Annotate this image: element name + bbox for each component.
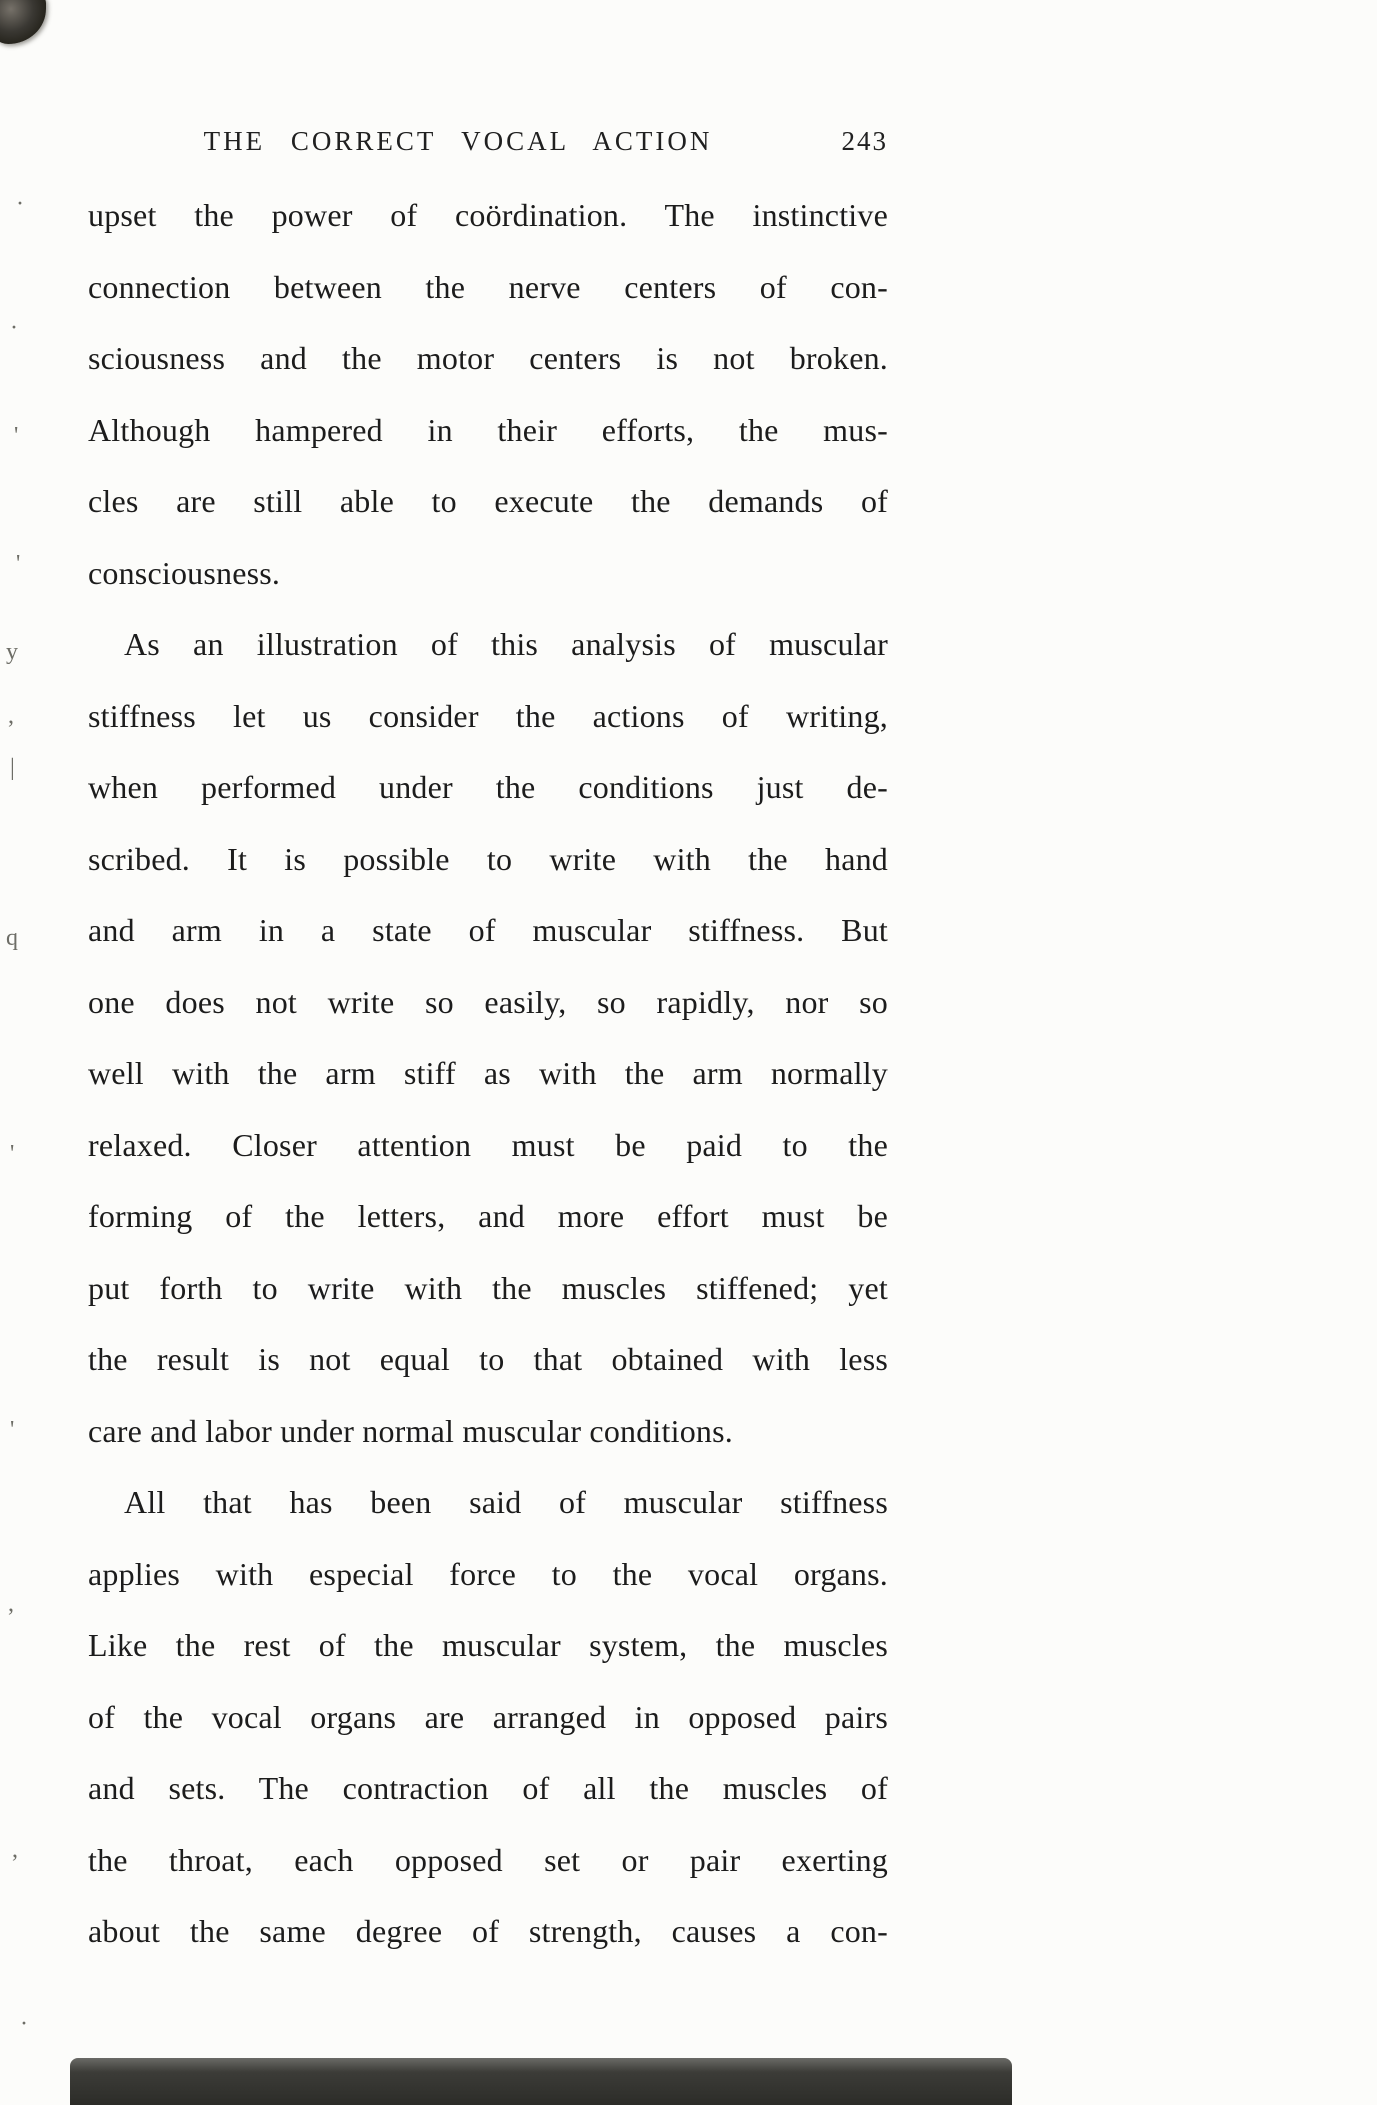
margin-mark-artifact: · (16, 191, 24, 217)
text-line: and sets. The contraction of all the muscles of (88, 1770, 888, 1806)
margin-mark-artifact: ' (10, 1417, 15, 1443)
margin-mark-artifact: , (12, 1837, 18, 1863)
margin-mark-artifact: · (10, 315, 18, 341)
text-line: put forth to write with the muscles stiffened; yet (88, 1269, 888, 1306)
text-line: As an illustration of this analysis of muscular (124, 626, 888, 662)
bottom-scan-bar-artifact (70, 2058, 1012, 2105)
corner-smudge-artifact (0, 0, 46, 44)
margin-mark-artifact: ' (10, 1141, 15, 1167)
text-line: and arm in a state of muscular stiffness. But (88, 912, 888, 948)
margin-mark-artifact: | (10, 755, 15, 781)
text-line: Like the rest of the muscular system, the muscles (88, 1627, 888, 1663)
running-head-title: THE CORRECT VOCAL ACTION (203, 126, 713, 156)
text-line: the throat, each opposed set or pair exerting (88, 1841, 888, 1878)
text-line: well with the arm stiff as with the arm normally (88, 1055, 888, 1091)
text-line: relaxed. Closer attention must be paid to the (88, 1126, 888, 1163)
text-line: stiffness let us consider the actions of writing, (88, 697, 888, 734)
text-line: the result is not equal to that obtained with less (88, 1341, 888, 1377)
margin-mark-artifact: q (6, 925, 18, 951)
margin-mark-artifact: y (6, 639, 18, 665)
text-line: upset the power of coördination. The instinctive (88, 197, 888, 233)
text-line: Although hampered in their efforts, the mus- (88, 411, 888, 448)
text-line: when performed under the conditions just de- (88, 769, 888, 805)
margin-mark-artifact: ' (16, 551, 21, 577)
paragraph (88, 609, 888, 1467)
text-line: consciousness. (88, 554, 281, 591)
text-line: of the vocal organs are arranged in opposed pairs (88, 1698, 888, 1735)
text-line: applies with especial force to the vocal organs. (88, 1555, 888, 1592)
text-line: care and labor under normal muscular conditions. (88, 1412, 733, 1449)
page-header (88, 126, 888, 168)
paragraph (88, 1467, 888, 1968)
body-text (88, 180, 888, 1968)
text-line: cles are still able to execute the demands of (88, 483, 888, 519)
text-line: connection between the nerve centers of con- (88, 268, 888, 305)
text-line: scribed. It is possible to write with the hand (88, 840, 888, 877)
margin-mark-artifact: , (8, 1591, 14, 1617)
text-line: All that has been said of muscular stiffness (124, 1484, 888, 1520)
margin-mark-artifact: · (20, 2011, 28, 2037)
margin-mark-artifact: , (8, 703, 14, 729)
text-line: about the same degree of strength, causes a con- (88, 1913, 888, 1949)
text-line: forming of the letters, and more effort must be (88, 1198, 888, 1234)
margin-mark-artifact: ' (14, 423, 19, 449)
text-line: one does not write so easily, so rapidly, nor so (88, 983, 888, 1020)
page-number: 243 (841, 126, 888, 156)
text-line: sciousness and the motor centers is not broken. (88, 340, 888, 376)
paragraph (88, 180, 888, 609)
